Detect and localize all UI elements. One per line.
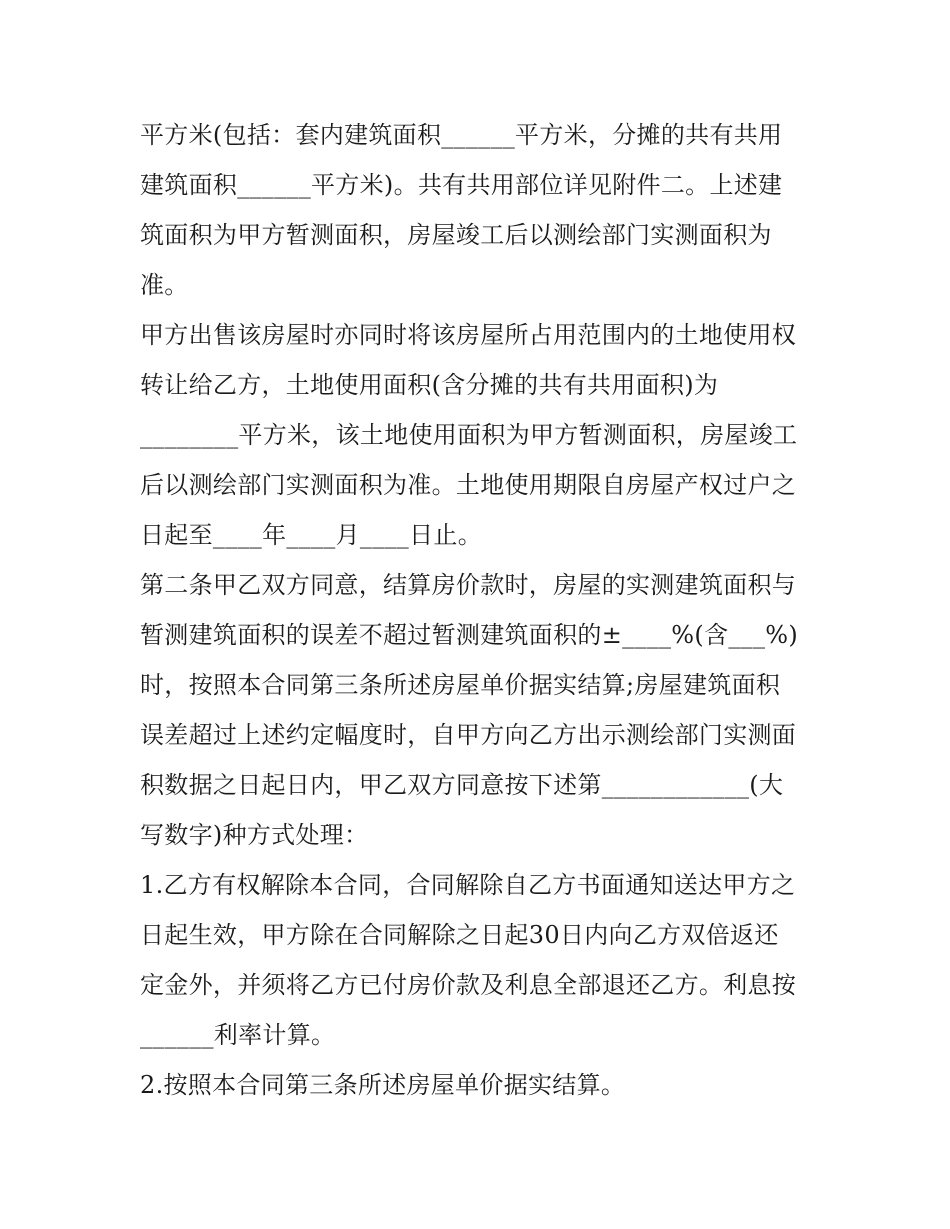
text-line: 日起至____年____月____日止。 — [140, 521, 482, 549]
text-line: 日起生效，甲方除在合同解除之日起30日内向乙方双倍返还 — [140, 921, 779, 949]
text-line: 积数据之日起日内，甲乙双方同意按下述第____________(大 — [140, 771, 784, 799]
text-line: ________平方米，该土地使用面积为甲方暂测面积，房屋竣工 — [140, 421, 798, 449]
text-line: 第二条甲乙双方同意，结算房价款时，房屋的实测建筑面积与 — [140, 571, 797, 599]
text-line: ______利率计算。 — [140, 1021, 336, 1049]
text-line: 误差超过上述约定幅度时，自甲方向乙方出示测绘部门实测面 — [140, 721, 797, 749]
text-line: 建筑面积______平方米)。共有共用部位详见附件二。上述建 — [140, 171, 783, 199]
text-line: 定金外，并须将乙方已付房价款及利息全部退还乙方。利息按 — [140, 971, 797, 999]
text-line: 甲方出售该房屋时亦同时将该房屋所占用范围内的土地使用权 — [140, 321, 797, 349]
text-line: 准。 — [140, 271, 189, 299]
text-line: 1.乙方有权解除本合同，合同解除自乙方书面通知送达甲方之 — [140, 871, 796, 899]
text-line: 暂测建筑面积的误差不超过暂测建筑面积的±____%(含___%) — [140, 621, 799, 649]
text-line: 筑面积为甲方暂测面积，房屋竣工后以测绘部门实测面积为 — [140, 221, 772, 249]
text-line: 2.按照本合同第三条所述房屋单价据实结算。 — [140, 1071, 626, 1099]
text-line: 时，按照本合同第三条所述房屋单价据实结算;房屋建筑面积 — [140, 671, 781, 699]
document-body — [140, 110, 820, 1110]
text-line: 转让给乙方，土地使用面积(含分摊的共有共用面积)为 — [140, 371, 719, 399]
text-line: 平方米(包括：套内建筑面积______平方米，分摊的共有共用 — [140, 121, 783, 149]
text-line: 后以测绘部门实测面积为准。土地使用期限自房屋产权过户之 — [140, 471, 797, 499]
text-line: 写数字)种方式处理： — [140, 821, 369, 849]
